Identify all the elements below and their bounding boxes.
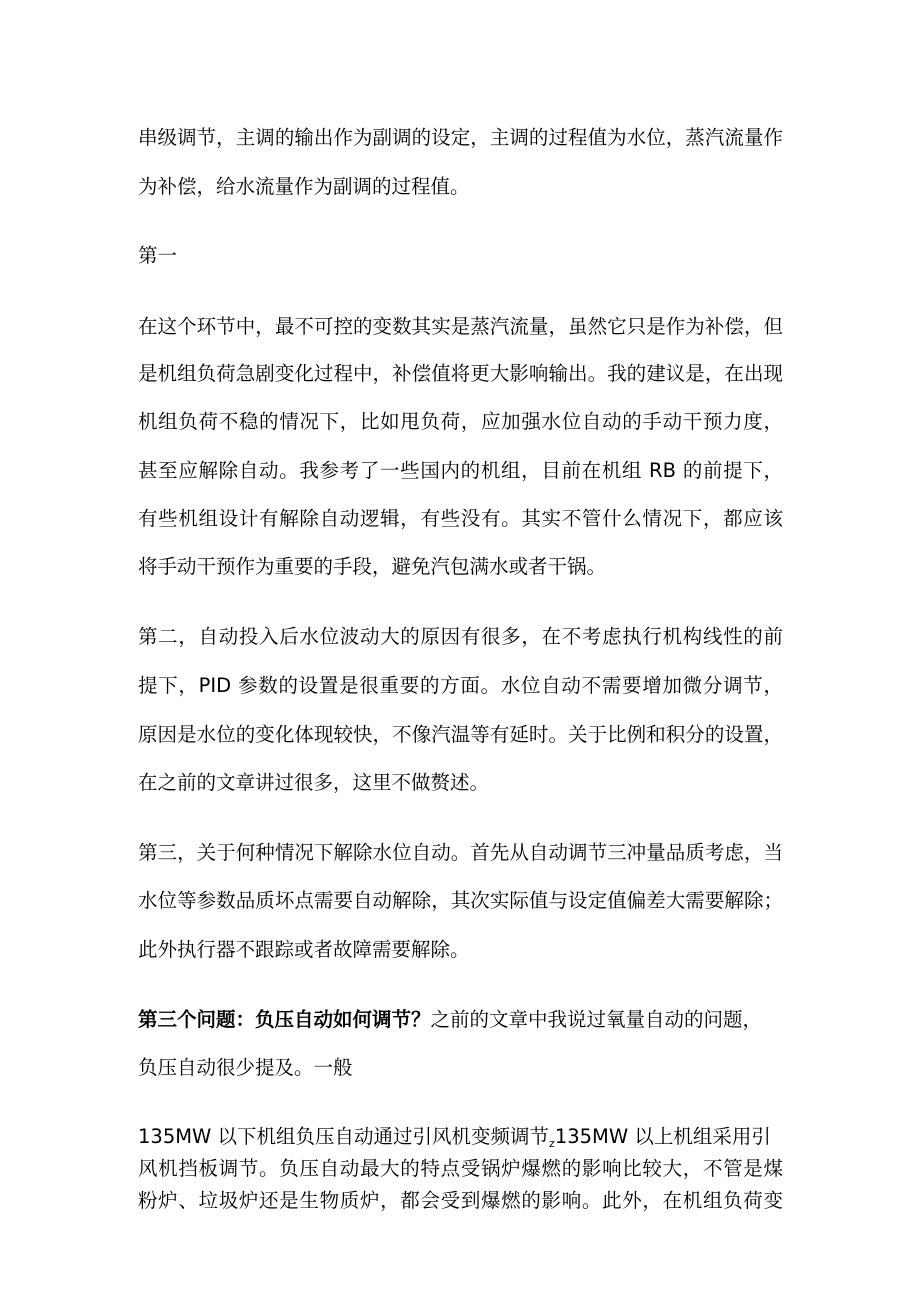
paragraph-4-line-4: 在之前的文章讲过很多，这里不做赘述。 bbox=[138, 771, 490, 794]
paragraph-7-line-2: 风机挡板调节。负压自动最大的特点受锅炉爆燃的影响比较大，不管是煤 bbox=[138, 1157, 783, 1180]
paragraph-7-line-1-part-b: 135MW 以上机组采用引 bbox=[554, 1125, 771, 1148]
paragraph-1-line-2: 为补偿，给水流量作为副调的过程值。 bbox=[138, 175, 470, 198]
paragraph-4-line-1: 第二，自动投入后水位波动大的原因有很多，在不考虑执行机构线性的前 bbox=[138, 625, 783, 648]
question-heading: 第三个问题：负压自动如何调节？ bbox=[138, 1008, 431, 1031]
paragraph-7-subscript: z bbox=[549, 1137, 555, 1150]
paragraph-3-line-4: 甚至应解除自动。我参考了一些国内的机组，目前在机组 RB 的前提下， bbox=[138, 459, 783, 482]
paragraph-5-line-1: 第三，关于何种情况下解除水位自动。首先从自动调节三冲量品质考虑，当 bbox=[138, 841, 783, 864]
paragraph-4-line-3: 原因是水位的变化体现较快，不像汽温等有延时。关于比例和积分的设置， bbox=[138, 723, 783, 746]
paragraph-2-line-1: 第一 bbox=[138, 244, 178, 267]
paragraph-3-line-1: 在这个环节中，最不可控的变数其实是蒸汽流量，虽然它只是作为补偿，但 bbox=[138, 315, 783, 338]
paragraph-1-line-1: 串级调节，主调的输出作为副调的设定，主调的过程值为水位，蒸汽流量作 bbox=[138, 126, 783, 149]
paragraph-5-line-2: 水位等参数品质坏点需要自动解除，其次实际值与设定值偏差大需要解除； bbox=[138, 889, 783, 912]
paragraph-3-line-5: 有些机组设计有解除自动逻辑，有些没有。其实不管什么情况下，都应该 bbox=[138, 507, 783, 530]
paragraph-6-line-1 bbox=[138, 1004, 762, 1032]
paragraph-3-line-6: 将手动干预作为重要的手段，避免汽包满水或者干锅。 bbox=[138, 555, 607, 578]
paragraph-5-line-3: 此外执行器不跟踪或者故障需要解除。 bbox=[138, 938, 470, 961]
paragraph-6-line-1-rest: 之前的文章中我说过氧量自动的问题， bbox=[430, 1008, 763, 1031]
paragraph-7-line-1-part-a: 135MW 以下机组负压自动通过引风机变频调节 bbox=[138, 1125, 550, 1148]
paragraph-7-line-3: 粉炉、垃圾炉还是生物质炉，都会受到爆燃的影响。此外，在机组负荷变 bbox=[138, 1189, 783, 1212]
paragraph-4-line-2: 提下，PID 参数的设置是很重要的方面。水位自动不需要增加微分调节， bbox=[138, 674, 783, 697]
paragraph-3-line-3: 机组负荷不稳的情况下，比如甩负荷，应加强水位自动的手动干预力度， bbox=[138, 410, 783, 433]
paragraph-3-line-2: 是机组负荷急剧变化过程中，补偿值将更大影响输出。我的建议是，在出现 bbox=[138, 362, 783, 385]
paragraph-6-line-2: 负压自动很少提及。一般 bbox=[138, 1056, 353, 1079]
paragraph-7-line-1 bbox=[138, 1121, 771, 1150]
